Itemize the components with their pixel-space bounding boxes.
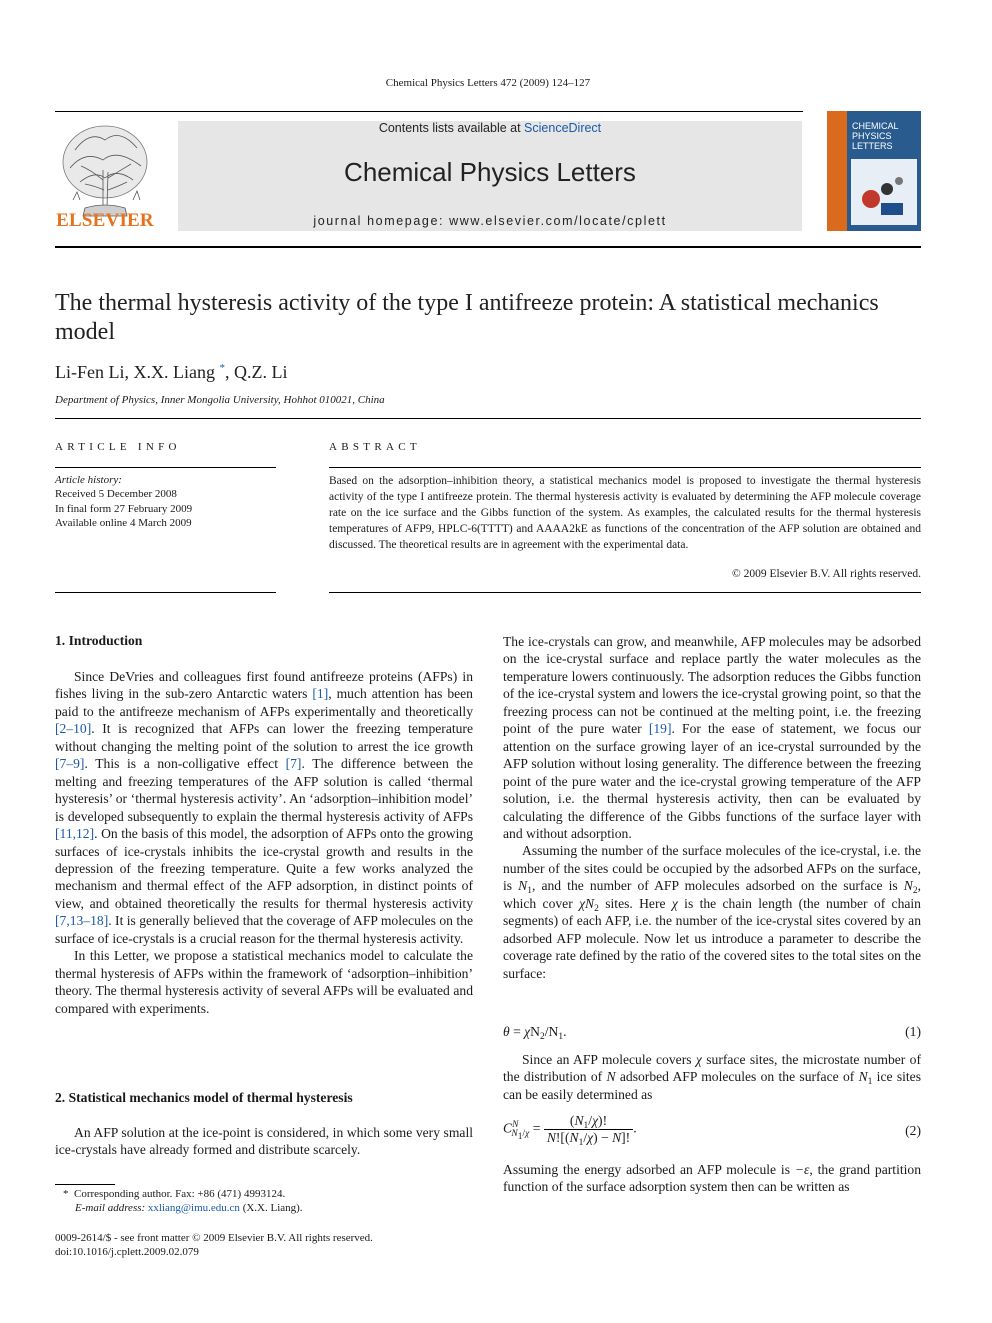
- reference-link[interactable]: [7–9]: [55, 756, 85, 772]
- math-symbol: N: [858, 1069, 868, 1085]
- header-rule: [55, 111, 803, 112]
- text-run: The ice-crystals can grow, and meanwhile, AFP molecules may be adsorbed on the ice-crystal surface and replace partly the water molecules as the temperature lowers continuously. The adsorption reduces the Gibbs function of the ice-crystal system and lowers the ice-crystal growing point, so that the freezing process can not be continued at the melting point, i.e. the freezing point of the pure water: [503, 634, 921, 737]
- intro-body: [55, 668, 473, 1017]
- contents-prefix: Contents lists available at: [378, 121, 525, 135]
- text-run: Since an AFP molecule covers: [522, 1052, 696, 1067]
- journal-title: Chemical Physics Letters: [344, 157, 636, 187]
- math-symbol: χ: [695, 1052, 702, 1067]
- math-subscript: 2: [594, 903, 599, 914]
- math-symbol: χN: [579, 895, 595, 911]
- article-history: [55, 473, 276, 531]
- journal-cover: [827, 111, 921, 231]
- abstract-heading: ABSTRACT: [329, 441, 421, 453]
- text-run: . For the ease of statement, we focus our attention on the surface growing layer of an ice-crystal surrounded by the AFP solution without losing generality. The difference between the freezing point of the pure water and the ice-crystal growing temperature of the AFP solution, i.e. the thermal hysteresis activity, then can be evaluated by calculating the difference of the Gibbs functions of the surface layer with and without adsorption.: [503, 721, 921, 841]
- text-run: ice sites can be easily determined as: [503, 1069, 921, 1102]
- elsevier-wordmark: ELSEVIER: [56, 210, 154, 231]
- text-run: . This is a non-colligative effect: [84, 756, 286, 772]
- text-run: , much attention has been paid to the antifreeze mechanism of AFPs experimentally and theoretically: [55, 686, 473, 719]
- right-paragraph-3: [503, 1051, 921, 1103]
- right-paragraph-4: [503, 1161, 921, 1196]
- math-subscript: 1: [527, 886, 532, 897]
- text-run: . It is generally believed that the coverage of AFP molecules on the surface of ice-crystals is a crucial reason for the thermal hysteresis activity.: [55, 913, 473, 946]
- journal-citation: Chemical Physics Letters 472 (2009) 124–127: [385, 77, 591, 89]
- abstract-text: Based on the adsorption–inhibition theory, a statistical mechanics model is proposed to investigate the thermal hysteresis activity of the type I antifreeze protein. The thermal hysteresis activity is evaluated by determining the AFP molecule coverage rate on the ice surface and the Gibbs function of the system. As examples, the calculated results for the thermal hysteresis temperatures of AFP9, HPLC-6(TTTT) and AAAA2kE as functions of the concentration of the AFP solution are obtained and discussed. The theoretical results are in agreement with the experimental data.: [329, 475, 921, 551]
- intro-paragraph-1: [55, 668, 473, 947]
- math-subscript: 2: [912, 886, 918, 897]
- history-label: Article history:: [55, 474, 122, 486]
- issn-line: 0009-2614/$ - see front matter © 2009 Elsevier B.V. All rights reserved.: [55, 1232, 373, 1244]
- authors-first: Li-Fen Li, X.X. Liang: [55, 362, 220, 382]
- article-title: The thermal hysteresis activity of the type I antifreeze protein: A statistical mechanics model: [55, 290, 879, 345]
- right-column-body-2: [503, 1051, 921, 1103]
- text-run: , and the number of AFP molecules adsorbed on the surface is: [531, 878, 904, 894]
- right-paragraph-2: [503, 842, 921, 982]
- math-symbol: N: [518, 878, 528, 894]
- cover-figure-icon: [851, 159, 917, 225]
- history-online: Available online 4 March 2009: [55, 517, 192, 530]
- history-final-form: In final form 27 February 2009: [55, 502, 193, 515]
- article-info-heading: ARTICLE INFO: [55, 441, 181, 453]
- text-run: Since DeVries and colleagues first found antifreeze proteins (AFPs) in fishes living in the sub-zero Antarctic waters: [55, 669, 473, 702]
- cover-title: CHEMICAL PHYSICS LETTERS: [852, 121, 899, 151]
- contents-line: [178, 121, 802, 135]
- cover-strip: [827, 111, 847, 231]
- footnote-corresponding: Corresponding author. Fax: +86 (471) 4993124.: [74, 1188, 286, 1200]
- text-run: is the chain length (the number of chain segments) of each AFP, i.e. the number of the ice-crystal sites covered by an adsorbed AFP molecule. Now let us introduce a parameter to describe the coverage rate defined by the ratio of the covered sites to the total sites on the surface:: [503, 895, 921, 981]
- authors: [55, 362, 287, 383]
- equation-2: $C^N_{N_1/\chi}$ = $\frac{(N_1/\chi)!}{N![(N_1/\chi) - N]!}$ .: [503, 1113, 637, 1148]
- abstract-copyright: © 2009 Elsevier B.V. All rights reserved.: [732, 568, 921, 580]
- email-suffix: (X.X. Liang).: [239, 1202, 303, 1214]
- right-paragraph-1: [503, 633, 921, 842]
- reference-link[interactable]: [7,13–18]: [55, 913, 109, 929]
- intro-paragraph-2: In this Letter, we propose a statistical mechanics model to calculate the thermal hysteresis of AFPs within the framework of ‘adsorption–inhibition’ theory. The thermal hysteresis activity of several AFPs will be evaluated and compared with experiments.: [55, 948, 473, 1016]
- divider: [55, 592, 276, 593]
- footnote: [55, 1187, 475, 1215]
- section-2-heading: 2. Statistical mechanics model of thermal hysteresis: [55, 1090, 353, 1105]
- reference-link[interactable]: [2–10]: [55, 721, 92, 737]
- math-symbol: χ: [671, 895, 678, 911]
- equation-1-number: (1): [905, 1024, 921, 1039]
- header-rule-thick: [55, 246, 921, 248]
- footnote-mark: *: [63, 1188, 69, 1200]
- text-run: surface sites, the microstate number of the distribution of: [503, 1052, 921, 1085]
- text-run: Assuming the energy adsorbed an AFP molecule is: [503, 1162, 795, 1177]
- doi-line[interactable]: doi:10.1016/j.cplett.2009.02.079: [55, 1246, 199, 1258]
- divider: [329, 467, 921, 468]
- section-1-heading: 1. Introduction: [55, 633, 143, 648]
- text-run: adsorbed AFP molecules on the surface of: [615, 1069, 859, 1085]
- history-received: Received 5 December 2008: [55, 488, 177, 501]
- reference-link[interactable]: [19]: [648, 721, 672, 737]
- reference-link[interactable]: [1]: [312, 686, 329, 702]
- equation-2-number: (2): [905, 1123, 921, 1138]
- sciencedirect-link[interactable]: ScienceDirect: [524, 121, 602, 135]
- right-column-body: [503, 633, 921, 982]
- journal-homepage-link[interactable]: journal homepage: www.elsevier.com/locate/cplett: [313, 214, 667, 228]
- text-run: , which cover: [503, 878, 922, 911]
- math-subscript: 1: [867, 1077, 873, 1088]
- text-run: , the grand partition function of the surface adsorption system then can be written as: [503, 1162, 921, 1195]
- text-run: sites. Here: [598, 895, 672, 911]
- authors-last: , Q.Z. Li: [224, 362, 288, 382]
- math-symbol: −ε: [794, 1162, 810, 1177]
- affiliation: Department of Physics, Inner Mongolia University, Hohhot 010021, China: [55, 394, 385, 406]
- divider: [55, 418, 921, 419]
- reference-link[interactable]: [7]: [285, 756, 302, 772]
- divider: [329, 592, 921, 593]
- section-2-paragraph-1: An AFP solution at the ice-point is considered, in which some very small ice-crystals have already formed and distribute scarcely.: [55, 1125, 473, 1158]
- corresponding-author-mark[interactable]: *: [219, 362, 225, 374]
- text-run: . It is recognized that AFPs can lower the freezing temperature without changing the melting point of the solution to arrest the ice growth: [55, 721, 473, 754]
- math-symbol: N: [903, 878, 913, 894]
- divider: [55, 467, 276, 468]
- footnote-rule: [55, 1184, 115, 1185]
- equation-1: $\theta = \chi N_2/N_1$.: [503, 1024, 567, 1042]
- right-column-body-3: [503, 1161, 921, 1196]
- text-run: . On the basis of this model, the adsorption of AFPs onto the growing surfaces of ice-crystals inhibits the ice-crystal growth and results in the depression of the freezing temperature. Quite a few works analyzed the mechanism and thermal effect of the AFP adsorption, in distinct points of view, and obtained theoretically the results for thermal hysteresis activity: [55, 826, 473, 911]
- section-2-body: [55, 1124, 473, 1159]
- text-run: Assuming the number of the surface molecules of the ice-crystal, i.e. the number of the sites could be occupied by the adsorbed AFPs on the surface, is: [503, 843, 921, 894]
- reference-link[interactable]: [11,12]: [55, 826, 95, 842]
- text-run: . The difference between the melting and freezing temperatures of the AFP solution is called ‘thermal hysteresis’ or ‘thermal hysteresis activity’. An ‘adsorption–inhibition model’ is developed subsequently to explain the thermal hysteresis activity of AFPs: [55, 756, 473, 824]
- math-symbol: N: [606, 1069, 616, 1085]
- email-link[interactable]: xxliang@imu.edu.cn: [147, 1202, 240, 1214]
- email-label: E-mail address:: [75, 1202, 148, 1214]
- publication-info: [55, 1231, 373, 1259]
